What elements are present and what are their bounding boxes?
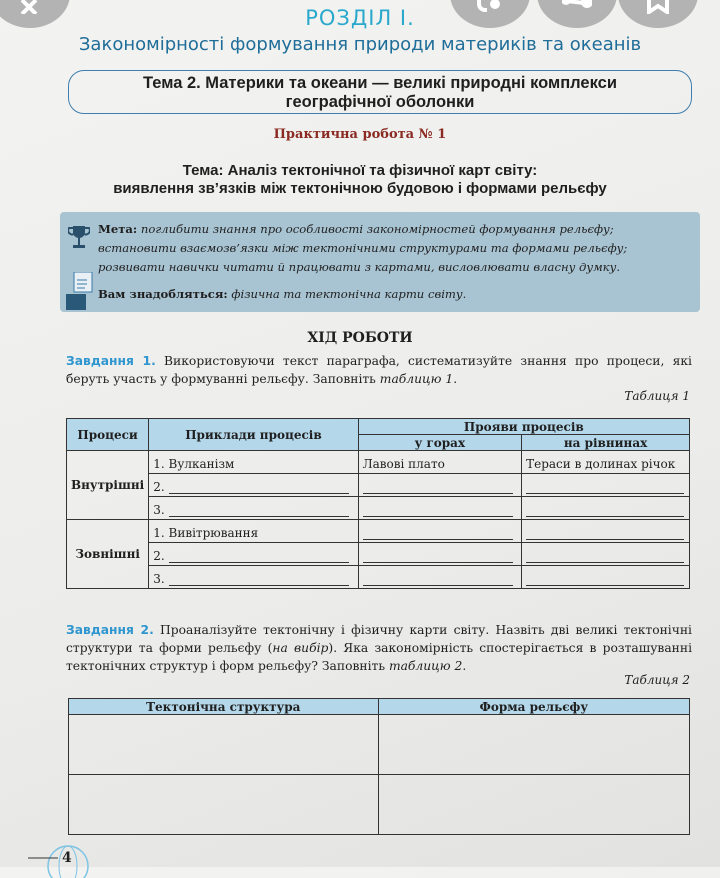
item-number: 3. (153, 572, 165, 586)
table-2-cell[interactable] (378, 775, 689, 835)
task-2-ref: таблицю 2 (388, 659, 463, 673)
blank-line (169, 551, 349, 563)
goal-label: Мета: (98, 222, 138, 236)
blank-line (526, 574, 684, 586)
example-cell[interactable] (149, 520, 358, 543)
table-row (67, 543, 690, 566)
task-2 (66, 621, 692, 675)
table-row (67, 520, 690, 543)
task-1-ref: таблицю 1 (379, 372, 454, 386)
plains-cell[interactable] (522, 451, 690, 474)
item-number: 1. (153, 457, 165, 471)
blank-line (363, 528, 513, 540)
header-manifest: Прояви процесів (358, 419, 689, 435)
topic-box (68, 70, 692, 114)
topic-line-2: географічної оболонки (285, 93, 475, 111)
header-relief-form: Форма рельєфу (378, 699, 689, 715)
topic-line-1: Тема 2. Материки та океани — великі природні комплекси (143, 74, 617, 92)
header-processes: Процеси (67, 419, 149, 451)
item-number: 3. (153, 503, 165, 517)
theme-line-1: Тема: Аналіз тектонічної та фізичної карт світу: (182, 162, 538, 179)
task-2-em: на вибір (272, 641, 329, 655)
header-tectonic-structure: Тектонічна структура (69, 699, 379, 715)
procedure-heading: ХІД РОБОТИ (307, 330, 413, 346)
task-2-label: Завдання 2. (66, 623, 154, 637)
table-2-cell[interactable] (69, 715, 379, 775)
blank-line (526, 482, 684, 494)
item-number: 2. (153, 480, 165, 494)
plains-cell[interactable] (522, 566, 690, 589)
blank-line (363, 482, 513, 494)
table-2 (68, 698, 690, 835)
task-1-label: Завдання 1. (66, 354, 156, 368)
goal-text (98, 220, 690, 277)
trophy-icon (68, 224, 90, 250)
example-cell[interactable] (149, 566, 358, 589)
process-group: Внутрішні (67, 451, 149, 520)
mountains-text: Лавові плато (362, 457, 445, 471)
item-number: 2. (153, 549, 165, 563)
theme-line-2: виявлення зв’язків між тектонічною будовою і формами рельєфу (113, 180, 607, 197)
table-2-cell[interactable] (378, 715, 689, 775)
task-1 (66, 352, 692, 388)
section-title: Закономірності формування природи материків та океанів (78, 34, 642, 55)
header-examples: Приклади процесів (149, 419, 358, 451)
mountains-cell[interactable] (358, 566, 521, 589)
section-heading: РОЗДІЛ І. (305, 6, 415, 30)
goal-box (60, 212, 700, 312)
blank-line (169, 505, 349, 517)
example-cell[interactable] (149, 451, 358, 474)
materials-icon (64, 272, 94, 312)
item-number: 1. (153, 526, 165, 540)
plains-cell[interactable] (522, 543, 690, 566)
table-1-caption: Таблиця 1 (624, 389, 690, 403)
plains-cell[interactable] (522, 520, 690, 543)
blank-line (169, 482, 349, 494)
table-1 (66, 418, 690, 589)
table-2-caption: Таблиця 2 (624, 673, 690, 687)
blank-line (526, 551, 684, 563)
needs-text (98, 285, 690, 304)
example-cell[interactable] (149, 497, 358, 520)
mountains-cell[interactable] (358, 451, 521, 474)
blank-line (363, 574, 513, 586)
page-number: 4 (62, 850, 72, 866)
example-text: Вивітрювання (168, 526, 259, 540)
goal-body: поглибити знання про особливості закономірностей формування рельєфу; встановити взаємозв’язки між тектонічними структурами та формами рельєфу; розвивати навички читати й працювати з картами, висловлювати власну думку. (98, 222, 628, 274)
blank-line (526, 505, 684, 517)
blank-line (363, 505, 513, 517)
header-plains: на рівнинах (522, 435, 690, 451)
blank-line (169, 574, 349, 586)
blank-line (363, 551, 513, 563)
mountains-cell[interactable] (358, 497, 521, 520)
task-1-text: Використовуючи текст параграфа, систематизуйте знання про процеси, які беруть участь у формуванні рельєфу. Заповніть (66, 354, 692, 386)
task-2-end: . (462, 659, 467, 673)
needs-label: Вам знадобляться: (98, 287, 228, 301)
task-2-text: Проаналізуйте тектонічну і фізичну карти світу. Назвіть дві великі тектонічні структури та форми рельєфу ( (66, 623, 692, 655)
header-mountains: у горах (358, 435, 521, 451)
table-row (67, 474, 690, 497)
example-cell[interactable] (149, 543, 358, 566)
theme-title (0, 162, 720, 198)
mountains-cell[interactable] (358, 520, 521, 543)
plains-cell[interactable] (522, 497, 690, 520)
task-2-text-2: ). Яка закономірність спостерігається в розташуванні тектонічних структур і форм рельєфу? Заповніть (66, 641, 693, 673)
process-group: Зовнішні (67, 520, 149, 589)
plains-text: Тераси в долинах річок (526, 457, 676, 471)
table-row (67, 451, 690, 474)
practical-title: Практична робота № 1 (273, 127, 447, 142)
example-text: Вулканізм (168, 457, 235, 471)
blank-line (526, 528, 684, 540)
table-2-cell[interactable] (69, 775, 379, 835)
mountains-cell[interactable] (358, 543, 521, 566)
plains-cell[interactable] (522, 474, 690, 497)
table-row (67, 566, 690, 589)
example-cell[interactable] (149, 474, 358, 497)
table-row (67, 497, 690, 520)
needs-body: фізична та тектонічна карти світу. (231, 287, 467, 301)
mountains-cell[interactable] (358, 474, 521, 497)
task-1-end: . (453, 372, 458, 386)
